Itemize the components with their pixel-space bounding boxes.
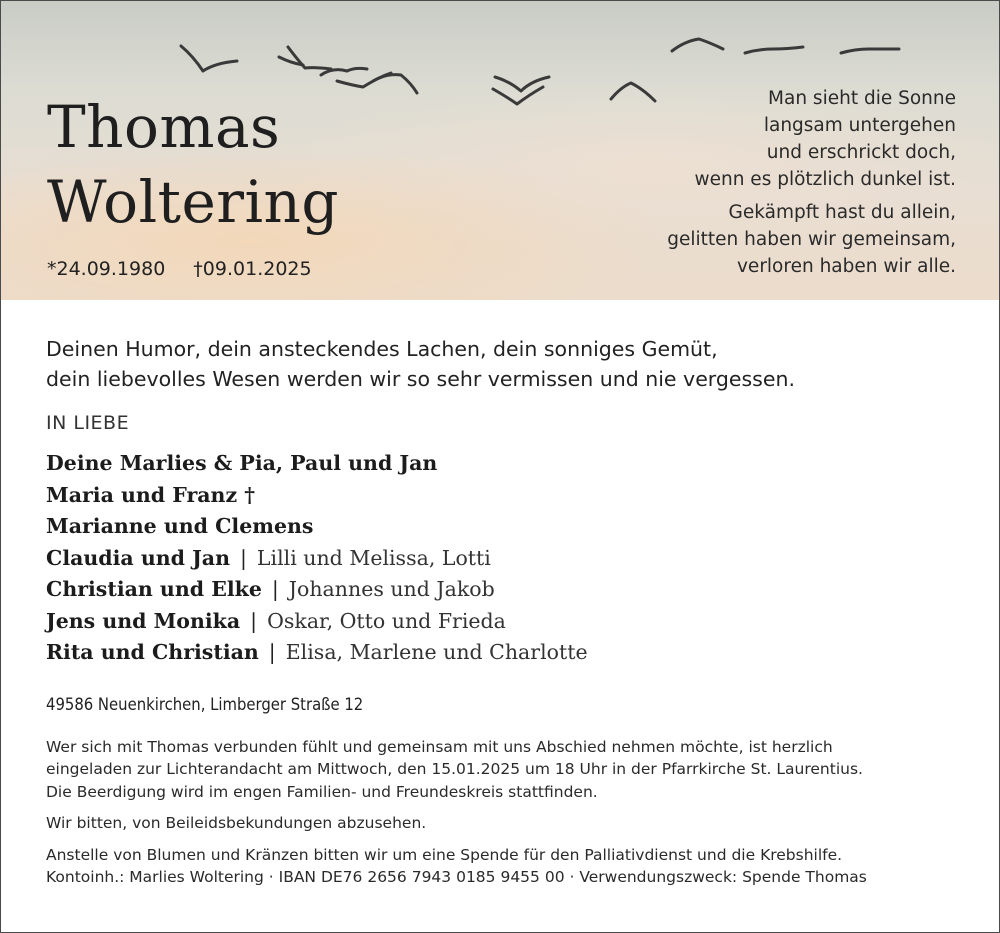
in-love-label: IN LIEBE: [46, 412, 130, 434]
separator: |: [250, 608, 258, 633]
poem-line: wenn es plötzlich dunkel ist.: [694, 169, 956, 190]
poem-line: verloren haben wir alle.: [736, 256, 956, 277]
poem-line: Gekämpft hast du allein,: [728, 202, 956, 223]
family-row: [46, 448, 970, 480]
family-children: Lilli und Melissa, Lotti: [256, 545, 491, 570]
bird-icon: [745, 47, 803, 53]
family-names: Marianne und Clemens: [46, 514, 314, 538]
poem-stanza: [667, 199, 956, 280]
donation-line: Anstelle von Blumen und Kränzen bitten wir um eine Spende für den Palliativdienst und die Krebshilfe.: [46, 845, 843, 864]
family-names: Deine Marlies & Pia, Paul und Jan: [46, 451, 438, 475]
family-row: [46, 543, 970, 575]
poem: [667, 85, 956, 280]
obituary-body: [46, 334, 970, 889]
separator: |: [271, 577, 279, 601]
tribute-line: dein liebevolles Wesen werden wir so sehr vermissen und nie vergessen.: [46, 367, 795, 391]
tribute-line: Deinen Humor, dein ansteckendes Lachen, dein sonniges Gemüt,: [46, 337, 718, 361]
condolence-note: Wir bitten, von Beileidsbekundungen abzusehen.: [46, 814, 427, 832]
family-names: Claudia und Jan: [46, 545, 230, 570]
family-list: [46, 448, 970, 669]
family-children: Oskar, Otto und Frieda: [267, 608, 506, 633]
deceased-last-name: Woltering: [47, 168, 340, 236]
address: 49586 Neuenkirchen, Limberger Straße 12: [46, 694, 364, 714]
bird-icon: [373, 75, 417, 93]
notice-line: eingeladen zur Lichterandacht am Mittwoch, den 15.01.2025 um 18 Uhr in der Pfarrkirche St. Laurentius.: [46, 760, 863, 778]
family-names: Maria und Franz †: [46, 482, 255, 507]
family-names: Christian und Elke: [46, 577, 262, 601]
notice-line: Die Beerdigung wird im engen Familien- und Freundeskreis stattfinden.: [46, 782, 598, 801]
bird-icon: [181, 46, 237, 71]
family-names: Jens und Monika: [46, 608, 241, 633]
donation-note: [46, 844, 970, 889]
poem-line: Man sieht die Sonne: [768, 88, 956, 109]
poem-line: und erschrickt doch,: [766, 142, 956, 163]
deceased-first-name: Thomas: [47, 93, 281, 161]
family-row: [46, 511, 970, 543]
family-row: [46, 606, 970, 638]
header-sky: [1, 1, 999, 300]
death-date: †09.01.2025: [193, 258, 312, 280]
life-dates: [47, 258, 312, 280]
donation-line: Kontoinh.: Marlies Woltering · IBAN DE76 2656 7943 0185 9455 00 · Verwendungszweck: Spende Thomas: [46, 868, 867, 886]
family-children: Elisa, Marlene und Charlotte: [285, 640, 588, 664]
family-row: [46, 480, 970, 512]
family-children: Johannes und Jakob: [288, 577, 495, 601]
bird-icon: [288, 47, 331, 69]
poem-stanza: [667, 85, 956, 193]
poem-line: gelitten haben wir gemeinsam,: [667, 229, 956, 250]
bird-icon: [611, 83, 655, 101]
family-row: [46, 637, 970, 669]
bird-icon: [672, 39, 723, 51]
notice-line: Wer sich mit Thomas verbunden fühlt und gemeinsam mit uns Abschied nehmen möchte, ist herzlich: [46, 737, 833, 756]
family-row: [46, 574, 970, 606]
bird-icon: [841, 49, 899, 53]
tribute-text: [46, 334, 970, 394]
family-names: Rita und Christian: [46, 640, 259, 664]
service-notice: [46, 736, 970, 804]
separator: |: [240, 545, 247, 570]
poem-line: langsam untergehen: [763, 115, 956, 136]
separator: |: [268, 640, 276, 664]
birth-date: *24.09.1980: [47, 258, 166, 280]
